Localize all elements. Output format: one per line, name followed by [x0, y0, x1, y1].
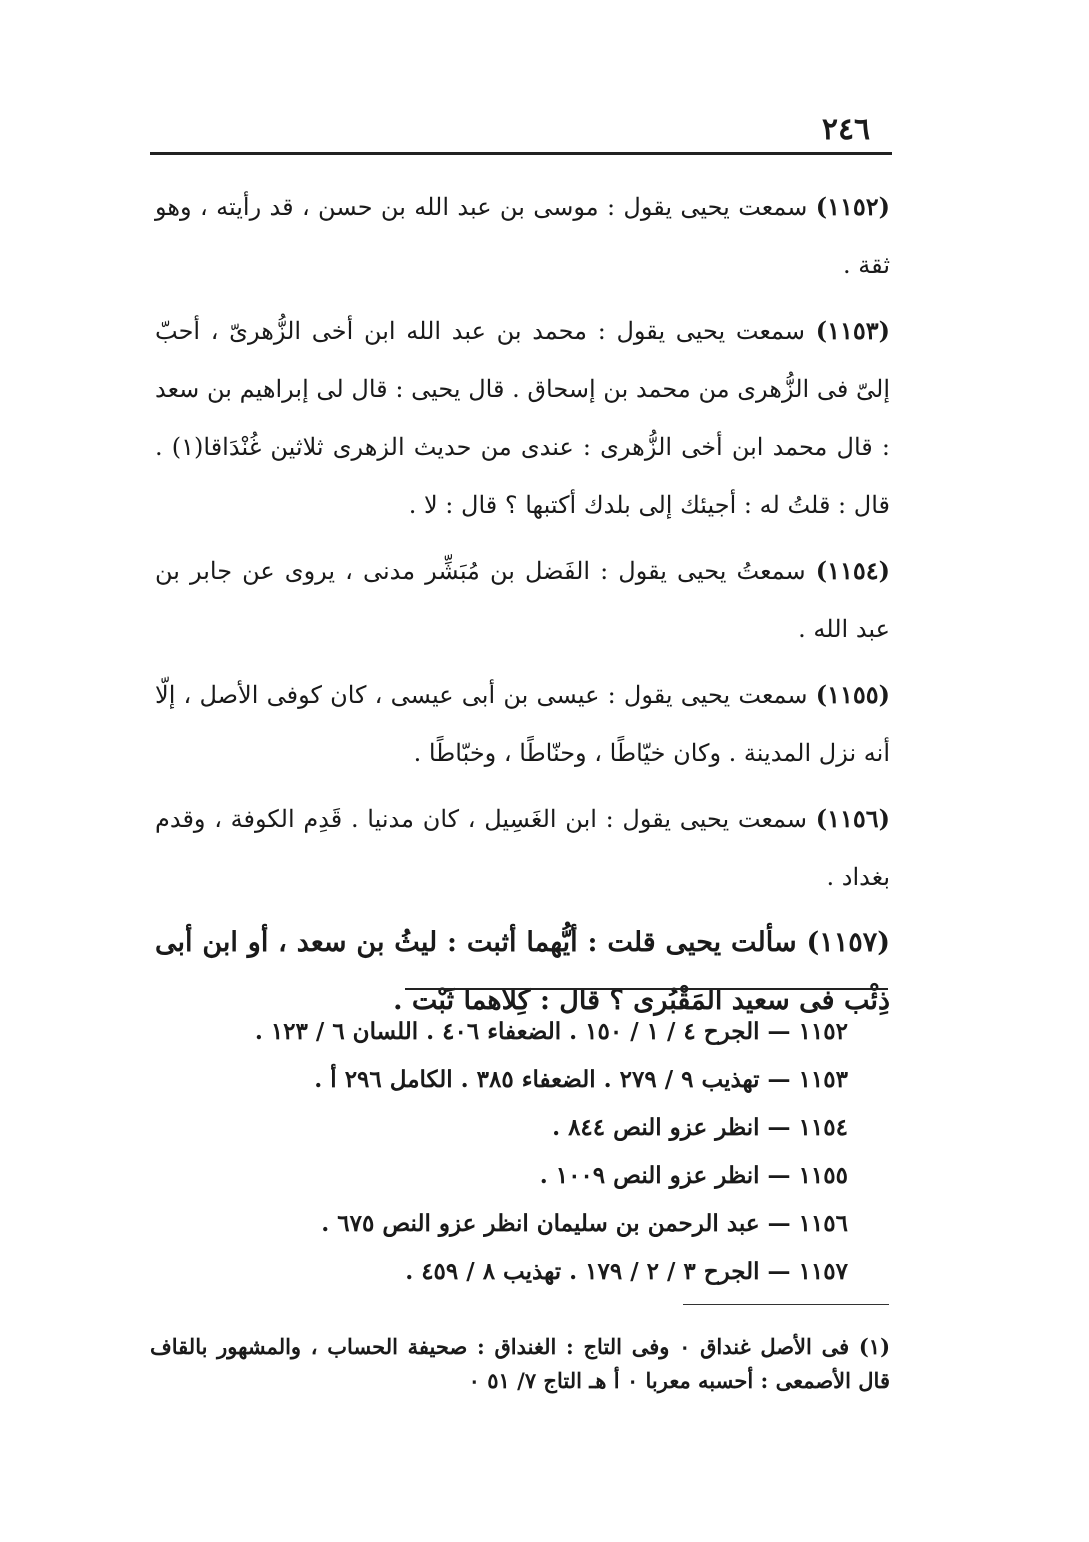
entry-1156	[155, 790, 890, 906]
entry-number: (١١٥٤)	[815, 556, 890, 585]
entry-number: (١١٥٣)	[815, 316, 890, 345]
entry-text: سمعت يحيى يقول : موسى بن عبد الله بن حسن ، قد رأيته ، وهو ثقة .	[155, 193, 890, 279]
reference-line: ١١٥٢ — الجرح ٤ / ١ / ١٥٠ . الضعفاء ٤٠٦ . اللسان ٦ / ١٢٣ .	[254, 1018, 848, 1045]
entry-text: سمعت يحيى يقول : عيسى بن أبى عيسى ، كان كوفى الأصل ، إلّا أنه نزل المدينة . وكان خيّاطًا ، وحنّاطًا ، وخبّاطًا .	[155, 681, 890, 767]
entry-number: (١١٥٢)	[815, 192, 890, 221]
entry-1153	[155, 302, 890, 534]
entry-1152	[155, 178, 890, 294]
entry-number: (١١٥٦)	[815, 804, 890, 833]
entry-text: سمعت يحيى يقول : محمد بن عبد الله ابن أخى الزُّهرىّ ، أحبّ إلىّ فى الزُّهرى من محمد بن إسحاق . قال يحيى : قال لى إبراهيم بن سعد : قال محمد ابن أخى الزُّهرى : عندى من حديث الزهرى ثلاثين غُنْدَاقا(١) . قال : قلتُ له : أجيئك إلى بلدك أكتبها ؟ قال : لا .	[155, 317, 891, 519]
entry-number: (١١٥٥)	[815, 680, 890, 709]
entry-text: سألت يحيى قلت : أيُّهما أثبت : ليثُ بن سعد ، أو ابن أبى ذِئْب فى سعيد المَقْبُرى ؟ قال : كِلاهما ثَبْت .	[155, 927, 890, 1016]
footnote-rule	[683, 1304, 889, 1305]
references-rule	[405, 988, 888, 990]
entry-1154	[155, 542, 890, 658]
reference-line: ١١٥٤ — انظر عزو النص ٨٤٤ .	[552, 1114, 848, 1141]
reference-line: ١١٥٧ — الجرح ٣ / ٢ / ١٧٩ . تهذيب ٨ / ٤٥٩ .	[405, 1258, 848, 1285]
entry-text: سمعتُ يحيى يقول : الفَضل بن مُبَشِّر مدنى ، يروى عن جابر بن عبد الله .	[155, 557, 890, 643]
entry-1155	[155, 666, 890, 782]
reference-line: ١١٥٣ — تهذيب ٩ / ٢٧٩ . الضعفاء ٣٨٥ . الكامل ٢٩٦ أ .	[314, 1066, 848, 1093]
header-rule	[150, 152, 892, 155]
reference-line: ١١٥٦ — عبد الرحمن بن سليمان انظر عزو النص ٦٧٥ .	[321, 1210, 848, 1237]
entry-number: (١١٥٧)	[806, 927, 891, 958]
reference-line: ١١٥٥ — انظر عزو النص ١٠٠٩ .	[539, 1162, 848, 1189]
references	[200, 1008, 848, 1296]
footnote: (١) فى الأصل غنداق ٠ وفى التاج : الغنداق : صحيفة الحساب ، والمشهور بالقاف قال الأصمعى : أحسبه معربا ٠ أ هـ التاج ٧/ ٥١ ٠	[150, 1334, 890, 1393]
entry-text: سمعت يحيى يقول : ابن الغَسِيل ، كان مدنيا . قَدِم الكوفة ، وقدم بغداد .	[155, 805, 890, 891]
page-number: ٢٤٦	[821, 112, 871, 147]
main-text	[155, 178, 890, 1038]
